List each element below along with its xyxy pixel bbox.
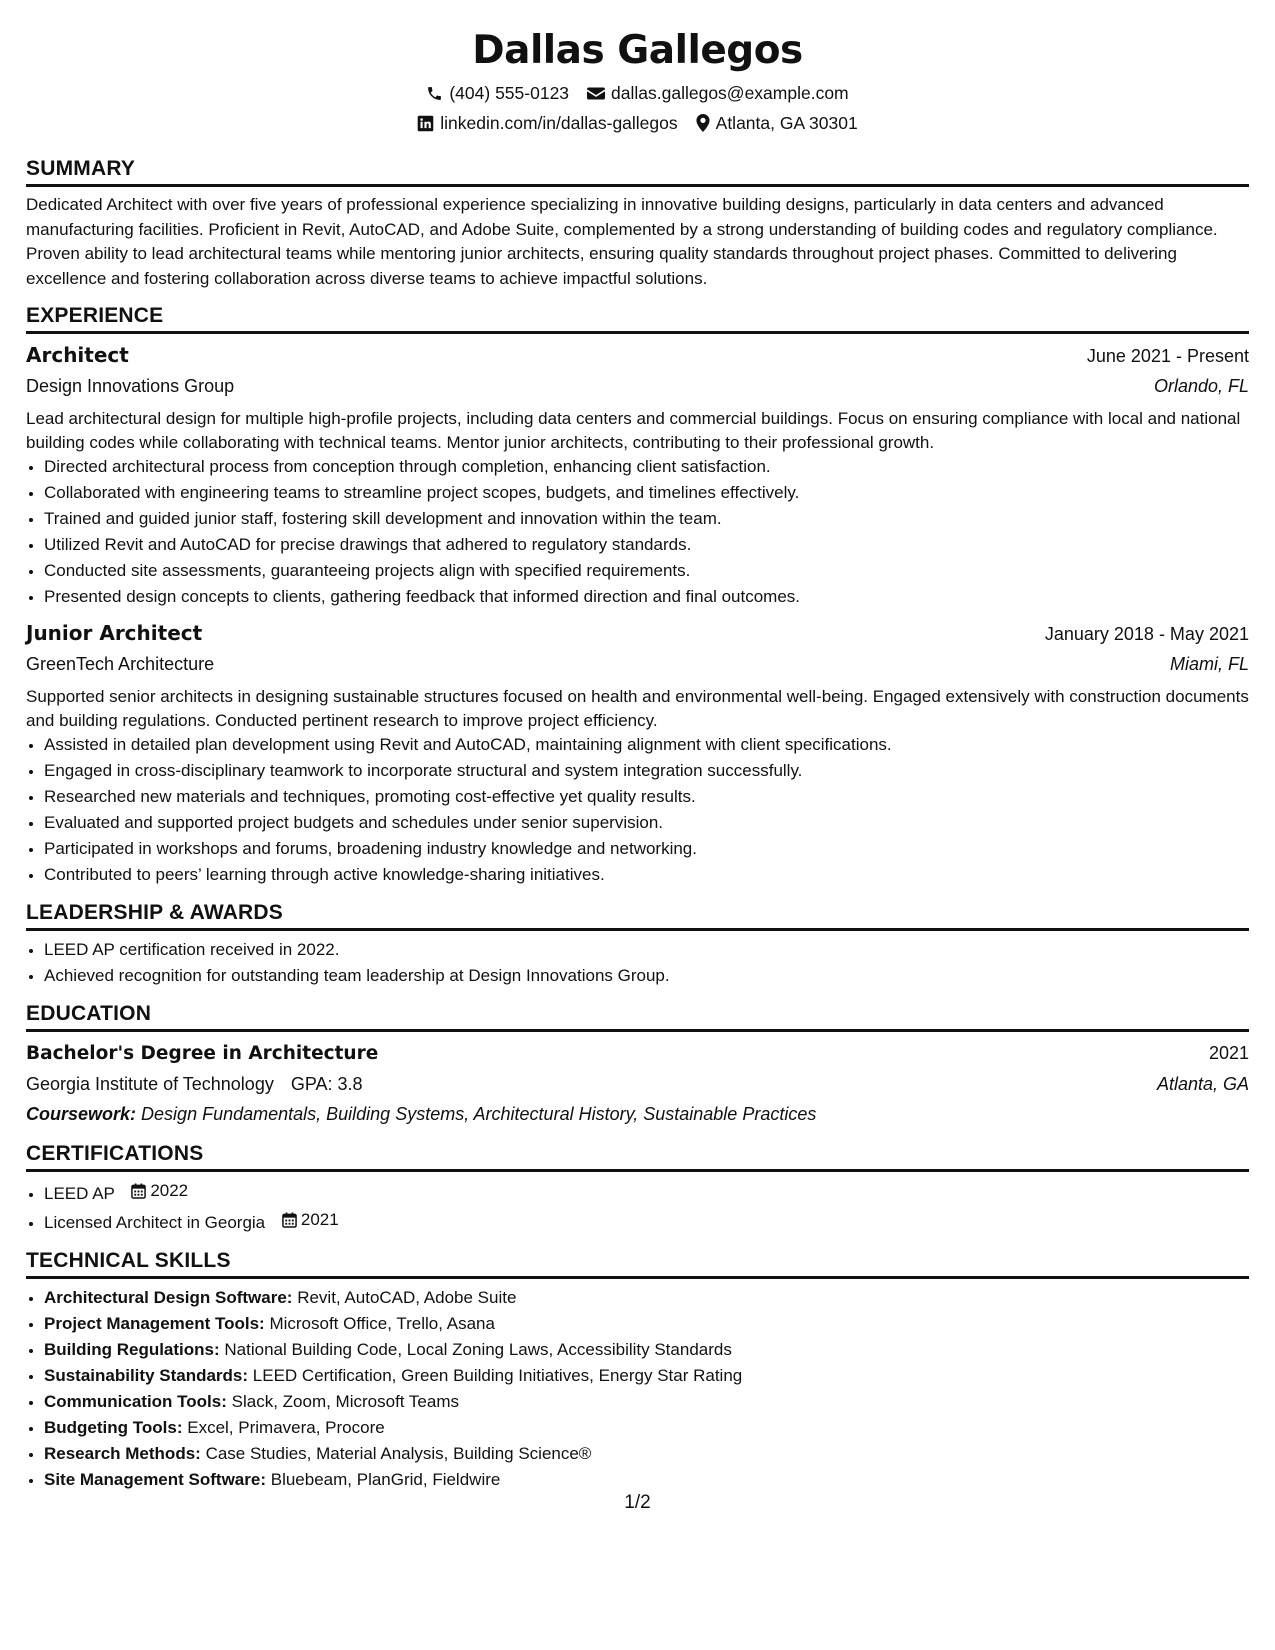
job-description: Supported senior architects in designing sustainable structures focused on health and environmental well-being. Engaged extensively with construction documents and building regulations. Conducted pertinent research to improve project efficiency. [26,687,1249,730]
gpa-text: GPA: 3.8 [290,1074,363,1094]
certifications-heading: CERTIFICATIONS [26,1141,1249,1172]
cert-date [131,1178,188,1204]
experience-section [26,303,1249,888]
certifications-section [26,1141,1249,1236]
list-item [44,1389,1249,1415]
list-item [44,1285,1249,1311]
skill-value: Excel, Primavera, Procore [187,1418,385,1437]
list-item: • Presented design concepts to clients, gathering feedback that informed direction and final outcomes. [44,584,1249,610]
skill-label: Site Management Software: [44,1470,266,1489]
contact-phone [426,82,569,104]
skill-label: Communication Tools: [44,1392,227,1411]
cert-name: LEED AP [44,1184,115,1203]
linkedin-icon [417,115,434,132]
list-item: • Engaged in cross-disciplinary teamwork to incorporate structural and system integration successfully. [44,758,1249,784]
calendar-icon [131,1183,146,1199]
summary-text: Dedicated Architect with over five years of professional experience specializing in innovative building designs, particularly in data centers and advanced manufacturing facilities. Proficient in Revit, AutoCAD, and Adobe Suite, complemented by a strong understanding of building codes and regulatory compliance. Proven ability to lead architectural teams while mentoring junior architects, ensuring quality standards throughout project phases. Committed to delivering excellence and fostering collaboration across diverse teams to achieve impactful solutions. [26,195,1218,288]
job-bullets [26,732,1249,888]
skill-value: Revit, AutoCAD, Adobe Suite [297,1288,517,1307]
skill-label: Architectural Design Software: [44,1288,293,1307]
skill-value: Microsoft Office, Trello, Asana [269,1314,495,1333]
candidate-name: Dallas Gallegos [472,28,803,73]
summary-section [26,156,1249,291]
job-bullets [26,454,1249,610]
job-dates: June 2021 - Present [1086,346,1249,366]
phone-icon [426,85,443,102]
skill-value: National Building Code, Local Zoning Laws, Accessibility Standards [224,1340,732,1359]
list-item [44,1441,1249,1467]
cert-name: Licensed Architect in Georgia [44,1213,266,1232]
cert-date [282,1207,339,1233]
list-item: • Participated in workshops and forums, broadening industry knowledge and networking. [44,836,1249,862]
map-pin-icon [696,114,710,132]
entry-subhead [26,371,1249,401]
school-name: Georgia Institute of Technology [26,1074,274,1094]
experience-entry [26,618,1249,888]
phone-text: (404) 555-0123 [449,83,570,103]
summary-heading: SUMMARY [26,156,1249,187]
company-name: GreenTech Architecture [26,654,215,674]
list-item [44,1363,1249,1389]
skill-value: LEED Certification, Green Building Initiatives, Energy Star Rating [252,1366,743,1385]
education-head [26,1038,1249,1069]
skill-label: Sustainability Standards: [44,1366,249,1385]
calendar-icon [282,1212,297,1228]
skill-label: Building Regulations: [44,1340,220,1359]
skills-list [26,1285,1249,1493]
skill-value: Slack, Zoom, Microsoft Teams [231,1392,459,1411]
list-item: • Contributed to peers’ learning through active knowledge-sharing initiatives. [44,862,1249,888]
skill-value: Bluebeam, PlanGrid, Fieldwire [270,1470,501,1489]
company-name: Design Innovations Group [26,376,235,396]
job-description: Lead architectural design for multiple high-profile projects, including data centers and commercial buildings. Focus on ensuring compliance with local and national building codes while collaborating with technical teams. Mentor junior architects, contributing to their professional growth. [26,409,1241,452]
list-item: • Collaborated with engineering teams to streamline project scopes, budgets, and timelines effectively. [44,480,1249,506]
degree-year: 2021 [1208,1043,1249,1063]
certifications-list [26,1178,1249,1236]
leadership-heading: LEADERSHIP & AWARDS [26,900,1249,931]
school-line [26,1069,363,1099]
education-section [26,1001,1249,1129]
coursework-label: Coursework: [26,1104,137,1124]
experience-heading: EXPERIENCE [26,303,1249,334]
degree-title: Bachelor's Degree in Architecture [26,1043,379,1064]
list-item: • Assisted in detailed plan development using Revit and AutoCAD, maintaining alignment with client specifications. [44,732,1249,758]
experience-entry [26,340,1249,610]
skill-value: Case Studies, Material Analysis, Building Science® [205,1444,592,1463]
contact-email[interactable] [587,82,849,104]
job-dates: January 2018 - May 2021 [1044,624,1249,644]
list-item: • Trained and guided junior staff, fostering skill development and innovation within the team. [44,506,1249,532]
skills-section [26,1248,1249,1493]
location-text: Atlanta, GA 30301 [715,113,858,133]
job-title: Architect [26,343,129,367]
list-item: • Directed architectural process from conception through completion, enhancing client satisfaction. [44,454,1249,480]
list-item [44,1415,1249,1441]
skill-label: Research Methods: [44,1444,201,1463]
job-location: Orlando, FL [1153,376,1249,396]
cert-year-text: 2021 [300,1210,339,1229]
resume-header [26,28,1249,134]
coursework-text: Design Fundamentals, Building Systems, Architectural History, Sustainable Practices [141,1104,817,1124]
coursework-line [26,1099,1249,1129]
school-location: Atlanta, GA [1156,1074,1249,1094]
contact-linkedin[interactable] [417,112,677,134]
list-item [44,1178,1249,1207]
list-item: • Researched new materials and techniques, promoting cost-effective yet quality results. [44,784,1249,810]
list-item [44,1311,1249,1337]
leadership-list [26,937,1249,989]
entry-head [26,618,1249,649]
list-item: • Achieved recognition for outstanding team leadership at Design Innovations Group. [44,963,1249,989]
page-number: 1/2 [624,1492,651,1513]
list-item [44,1207,1249,1236]
entry-subhead [26,649,1249,679]
education-subhead [26,1069,1249,1099]
job-location: Miami, FL [1169,654,1249,674]
skill-label: Budgeting Tools: [44,1418,183,1437]
email-link[interactable]: dallas.gallegos@example.com [611,83,849,103]
list-item [44,1467,1249,1493]
envelope-icon [587,86,605,101]
job-title: Junior Architect [26,621,203,645]
linkedin-link[interactable]: linkedin.com/in/dallas-gallegos [440,113,678,133]
contact-row-2 [26,112,1249,134]
list-item [44,1337,1249,1363]
list-item: • LEED AP certification received in 2022. [44,937,1249,963]
entry-head [26,340,1249,371]
skills-heading: TECHNICAL SKILLS [26,1248,1249,1279]
list-item: • Conducted site assessments, guaranteeing projects align with specified requirements. [44,558,1249,584]
education-heading: EDUCATION [26,1001,1249,1032]
cert-year-text: 2022 [150,1181,189,1200]
list-item: • Evaluated and supported project budgets and schedules under senior supervision. [44,810,1249,836]
skill-label: Project Management Tools: [44,1314,265,1333]
contact-location [696,112,858,134]
leadership-section [26,900,1249,989]
list-item: • Utilized Revit and AutoCAD for precise drawings that adhered to regulatory standards. [44,532,1249,558]
contact-row-1 [26,82,1249,104]
